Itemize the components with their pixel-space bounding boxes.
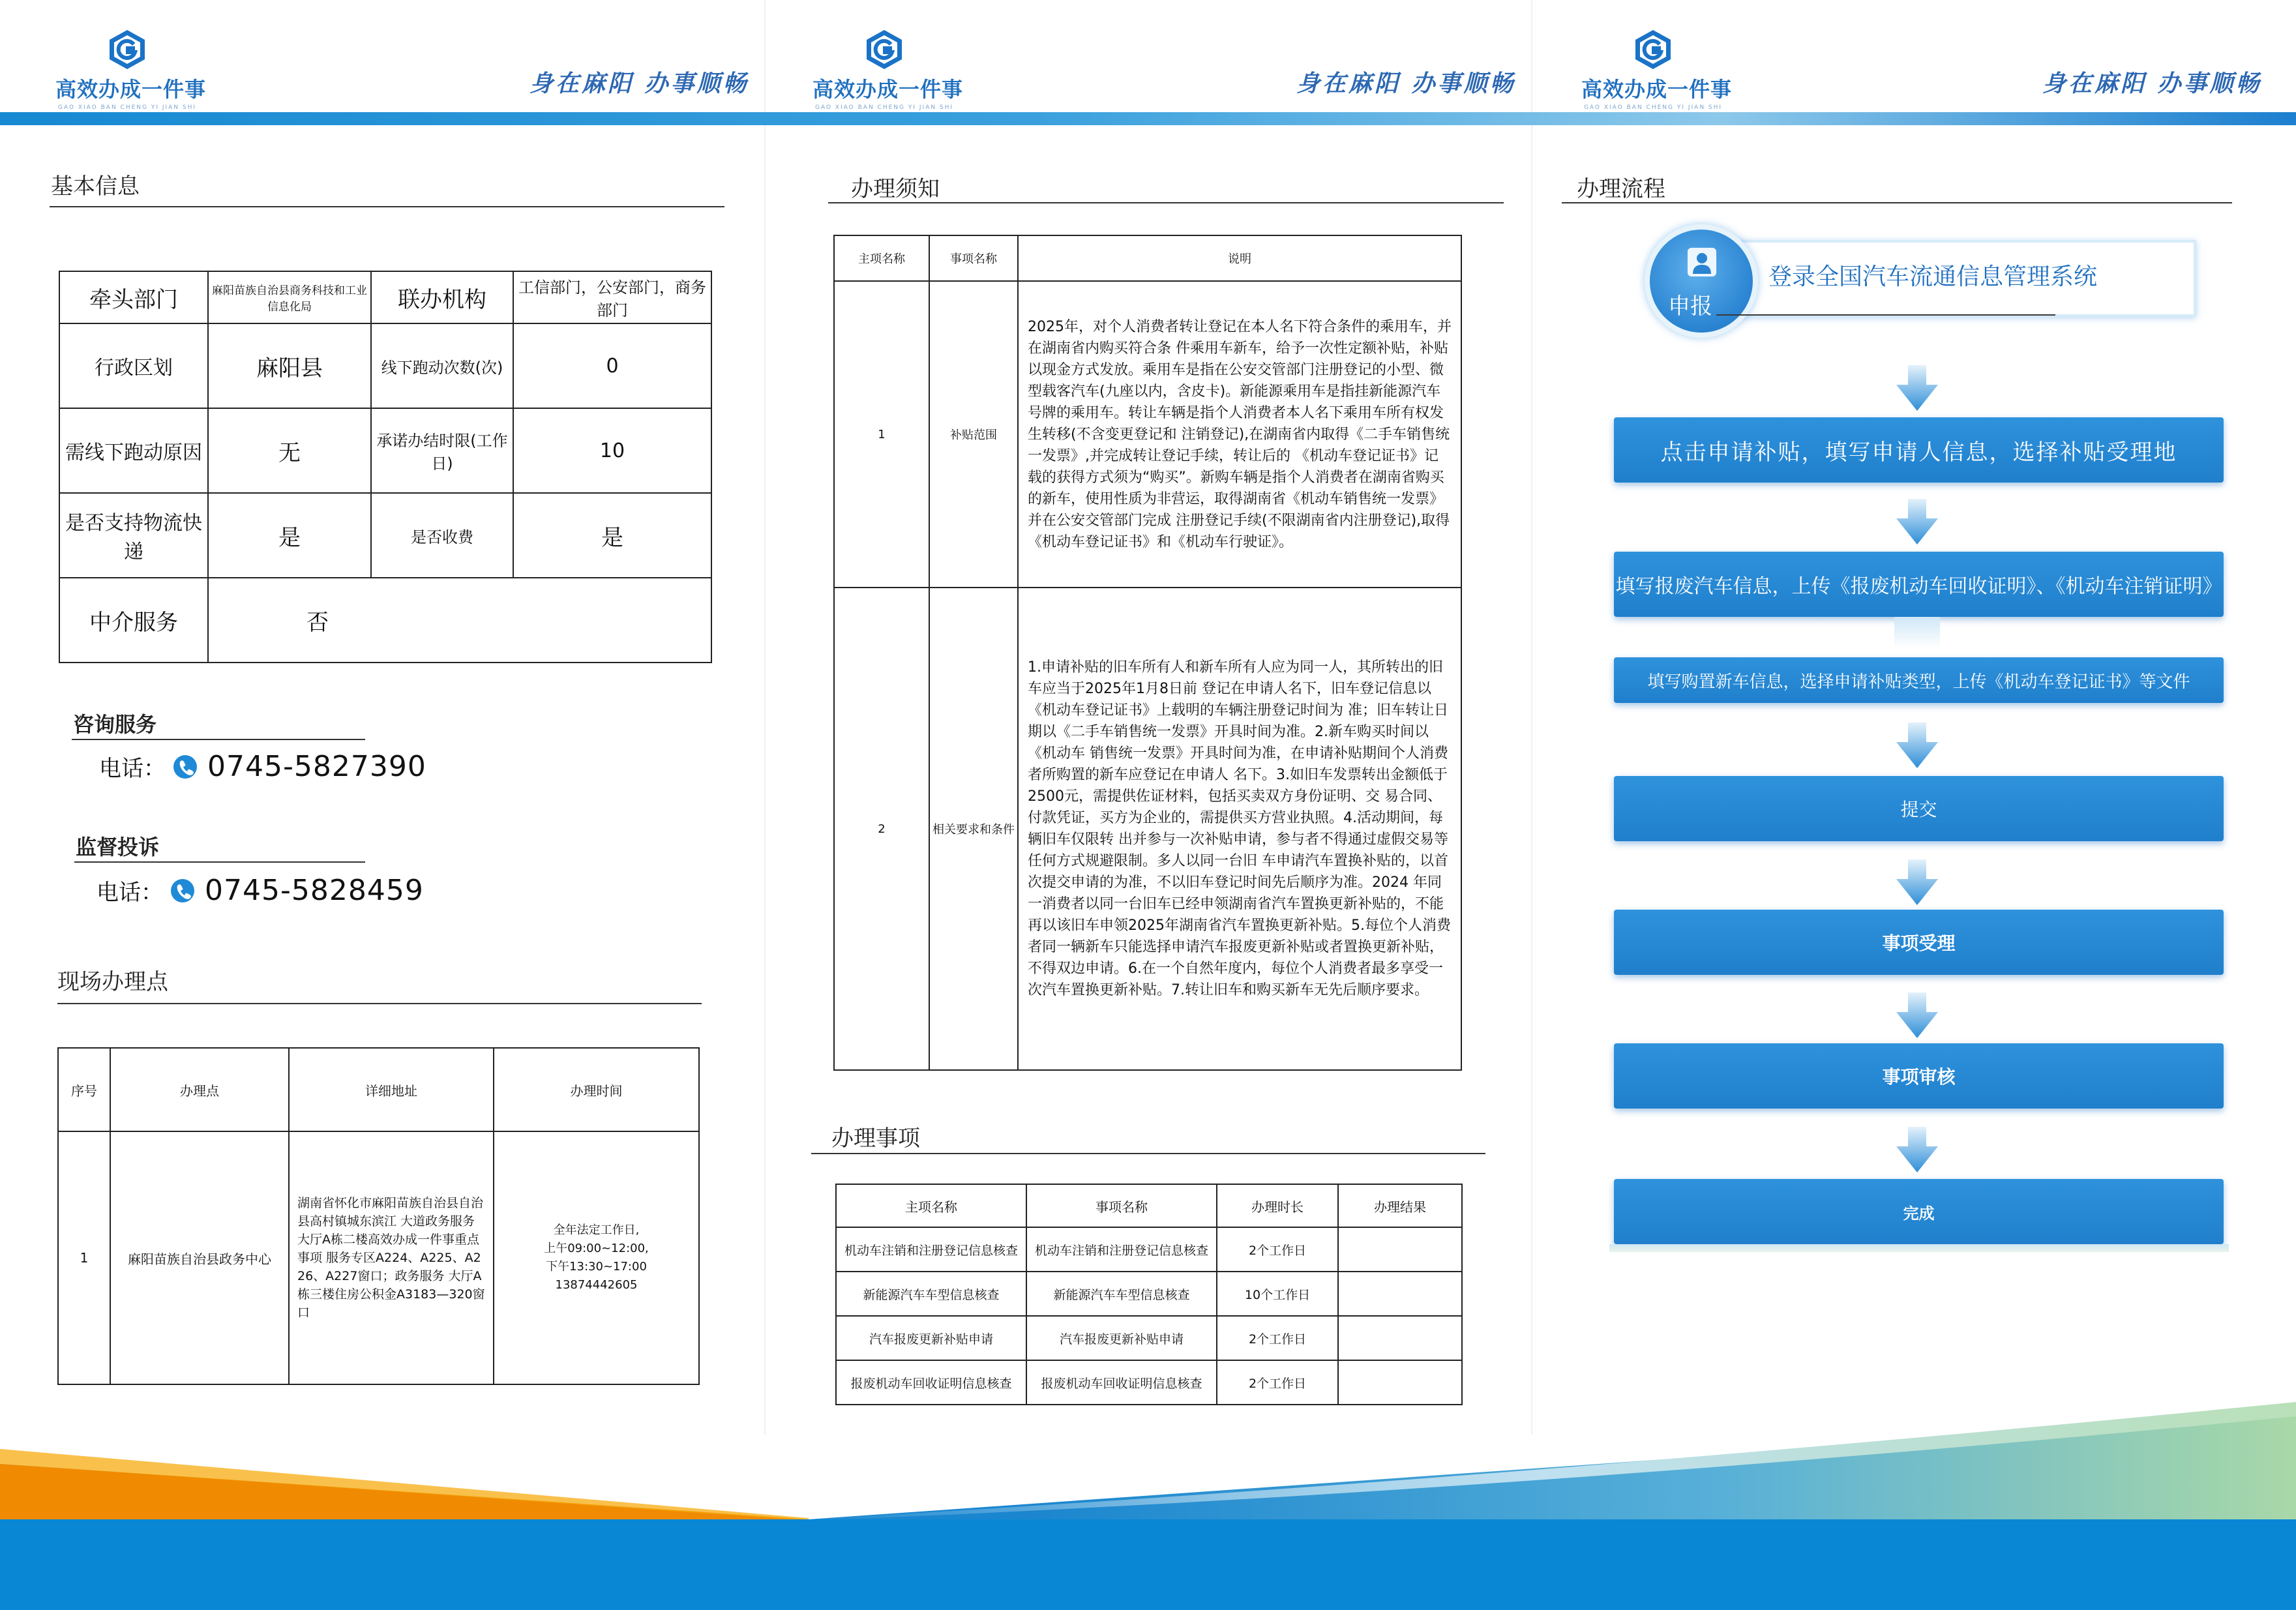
table-cell: 汽车报废更新补贴申请 <box>836 1316 1026 1360</box>
table-cell: 是否收费 <box>371 493 513 578</box>
table-cell: 是 <box>208 493 371 578</box>
table-row <box>836 1227 1462 1272</box>
site-title: 现场办理点 <box>57 969 168 995</box>
flow-step-review: 事项审核 <box>1614 1043 2224 1109</box>
table-cell <box>1338 1227 1462 1272</box>
phone-icon <box>170 878 196 904</box>
bottom-wave-decoration <box>0 1402 2296 1610</box>
table-cell: 2个工作日 <box>1217 1360 1338 1405</box>
logo-hex-icon <box>1632 29 1674 70</box>
title-underline <box>50 206 724 207</box>
arrow-down-icon <box>1895 859 1939 905</box>
logo-subtitle: GAO XIAO BAN CHENG YI JIAN SHI <box>1583 104 1723 111</box>
slogan: 身在麻阳 办事顺畅 <box>2042 70 2262 97</box>
supervise-contact <box>97 874 424 907</box>
title-underline <box>1562 202 2232 203</box>
site-table <box>57 1047 700 1385</box>
table-header: 办理时间 <box>494 1048 699 1131</box>
logo <box>1581 29 1733 111</box>
table-row <box>836 1272 1462 1316</box>
supervise-phone-number[interactable]: 0745-5828459 <box>205 874 424 907</box>
table-cell: 2个工作日 <box>1217 1227 1338 1272</box>
table-cell: 相关要求和条件 <box>929 588 1018 1070</box>
hours-line: 全年法定工作日, <box>553 1223 640 1237</box>
table-cell: 无 <box>208 408 371 493</box>
table-cell: 10个工作日 <box>1217 1272 1338 1316</box>
table-header: 主项名称 <box>834 235 929 281</box>
table-header-row <box>836 1184 1462 1227</box>
logo-name: 高效办成一件事 <box>1581 77 1733 102</box>
logo-hex-icon <box>106 29 148 70</box>
table-cell: 牵头部门 <box>59 271 208 323</box>
table-cell: 是 <box>513 493 711 578</box>
flow-step-accept: 事项受理 <box>1614 910 2224 975</box>
arrow-down-icon <box>1895 1127 1939 1172</box>
table-header: 主项名称 <box>836 1184 1026 1227</box>
table-cell: 麻阳县 <box>208 323 371 408</box>
flow-connector <box>1894 617 1940 648</box>
arrow-down-icon <box>1895 723 1939 768</box>
hours-phone: 13874442605 <box>555 1278 638 1292</box>
arrow-down-icon <box>1895 499 1939 544</box>
table-cell: 线下跑动次数(次) <box>371 323 513 408</box>
table-header: 序号 <box>58 1048 110 1131</box>
supervise-title: 监督投诉 <box>76 835 160 859</box>
hours-line: 下午13:30~17:00 <box>546 1260 647 1274</box>
table-cell: 中介服务 <box>59 578 208 663</box>
notice-title: 办理须知 <box>851 176 940 202</box>
table-cell: 0 <box>513 323 711 408</box>
table-cell: 是否支持物流快递 <box>59 493 208 578</box>
table-cell: 汽车报废更新补贴申请 <box>1026 1316 1217 1360</box>
table-row <box>836 1316 1462 1360</box>
table-cell: 新能源汽车车型信息核查 <box>836 1272 1026 1316</box>
table-cell: 麻阳苗族自治县政务中心 <box>110 1131 289 1384</box>
arrow-down-icon <box>1895 992 1939 1038</box>
table-row <box>834 281 1461 588</box>
basic-info-title: 基本信息 <box>51 173 140 200</box>
table-cell: 否 <box>208 578 711 663</box>
items-title: 办理事项 <box>831 1126 920 1152</box>
table-cell <box>1338 1360 1462 1405</box>
table-cell <box>1338 1272 1462 1316</box>
logo-subtitle: GAO XIAO BAN CHENG YI JIAN SHI <box>814 104 954 111</box>
phone-icon <box>172 754 198 780</box>
table-header: 办理点 <box>110 1048 289 1131</box>
title-underline <box>72 739 365 740</box>
flow-apply-badge <box>1645 224 1758 338</box>
table-row <box>58 1131 699 1384</box>
logo-hex-icon <box>863 29 905 70</box>
flow-title: 办理流程 <box>1577 176 1665 202</box>
table-row <box>59 493 711 578</box>
table-cell: 1 <box>834 281 929 588</box>
logo-name: 高效办成一件事 <box>55 77 207 102</box>
table-cell: 2 <box>834 588 929 1070</box>
table-header-row <box>834 235 1461 281</box>
slogan: 身在麻阳 办事顺畅 <box>1296 70 1516 97</box>
table-row <box>834 588 1461 1070</box>
table-cell: 10 <box>513 408 711 493</box>
title-underline <box>811 1153 1485 1154</box>
table-row <box>836 1360 1462 1405</box>
table-cell: 联办机构 <box>371 271 513 323</box>
panel-separator <box>1531 0 1532 1435</box>
flow-step-scrap-info: 填写报废汽车信息，上传《报废机动车回收证明》、《机动车注销证明》 <box>1614 552 2224 617</box>
table-cell: 行政区划 <box>59 323 208 408</box>
flow-bottom-strip <box>1609 1244 2229 1252</box>
table-cell: 湖南省怀化市麻阳苗族自治县自治县高村镇城东滨江 大道政务服务大厅A栋二楼高效办成一件事重点事项 服务专区A224、A225、A226、A227窗口；政务服务 大厅A栋三楼住房公积金A3183—320窗口 <box>289 1131 494 1384</box>
phone-label: 电话： <box>99 756 166 782</box>
notice-table <box>833 235 1462 1071</box>
table-row <box>59 408 711 493</box>
consult-title: 咨询服务 <box>73 712 157 737</box>
table-cell: 机动车注销和注册登记信息核查 <box>1026 1227 1217 1272</box>
table-cell <box>1338 1316 1462 1360</box>
table-cell: 2个工作日 <box>1217 1316 1338 1360</box>
user-icon <box>1688 248 1716 276</box>
logo <box>55 29 207 111</box>
arrow-down-icon <box>1895 365 1939 411</box>
phone-label: 电话： <box>97 880 163 906</box>
flow-first-step-underline <box>1716 314 2055 316</box>
table-cell: 1.申请补贴的旧车所有人和新车所有人应为同一人，其所转出的旧车应当于2025年1月8日前 登记在申请人名下，旧车登记信息以《机动车登记证书》上载明的车辆注册登记时间为 准；旧车转让日期以《二手车销售统一发票》开具时间为准。2.新车购买时间以《机动车 销售统一发票》开具时间为准，在申请补贴期间个人消费者所购置的新车应登记在申请人 名下。3.如旧车发票转出金额低于2500元，需提供佐证材料，包括买卖双方身份证明、交 易合同、付款凭证，买方为企业的，需提供买方营业执照。4.活动期间，每辆旧车仅限转 出并参与一次补贴申请，参与者不得通过虚假交易等任何方式规避限制。多人以同一台旧 车申请汽车置换补贴的，以首次提交申请的为准，不以旧车登记时间先后顺序为准。2024 年同一消费者以同一台旧车已经申领湖南省汽车置换更新补贴的，不能再以该旧车申领2025年湖南省汽车置换更新补贴。5.每位个人消费者同一辆新车只能选择申请汽车报废更新补贴或者置换更新补贴，不得双边申请。6.在一个自然年度内，每位个人消费者最多享受一次汽车置换更新补贴。7.转让旧车和购买新车无先后顺序要求。 <box>1018 588 1461 1070</box>
consult-contact <box>99 750 426 783</box>
table-cell: 需线下跑动原因 <box>59 408 208 493</box>
table-cell: 工信部门，公安部门，商务部门 <box>513 271 711 323</box>
table-cell: 机动车注销和注册登记信息核查 <box>836 1227 1026 1272</box>
table-cell: 承诺办结时限(工作日) <box>371 408 513 493</box>
logo-subtitle: GAO XIAO BAN CHENG YI JIAN SHI <box>57 104 197 111</box>
header-bar <box>0 112 2296 125</box>
table-cell: 麻阳苗族自治县商务科技和工业信息化局 <box>208 271 371 323</box>
table-row <box>59 323 711 408</box>
flow-step-apply-subsidy: 点击申请补贴，填写申请人信息，选择补贴受理地 <box>1614 417 2224 483</box>
table-header: 说明 <box>1018 235 1461 281</box>
table-cell: 补贴范围 <box>929 281 1018 588</box>
slogan: 身在麻阳 办事顺畅 <box>529 70 749 97</box>
table-cell: 新能源汽车车型信息核查 <box>1026 1272 1217 1316</box>
table-row <box>59 578 711 663</box>
flow-first-step-text: 登录全国汽车流通信息管理系统 <box>1768 263 2098 290</box>
table-header: 办理时长 <box>1217 1184 1338 1227</box>
table-cell: 2025年，对个人消费者转让登记在本人名下符合条件的乘用车，并在湖南省内购买符合条 件乘用车新车，给予一次性定额补贴，补贴以现金方式发放。乘用车是指在公安交管部门注册登记的小型、微型载客汽车(九座以内，含皮卡)。新能源乘用车是指挂新能源汽车 号牌的乘用车。转让车辆是指个人消费者本人名下乘用车所有权发生转移(不含变更登记和 注销登记),在湖南省内取得《二手车销售统一发票》,并完成转让登记手续，转让后的 《机动车登记证书》记载的获得方式须为“购买”。新购车辆是指个人消费者在湖南省购买 的新车，使用性质为非营运，取得湖南省《机动车销售统一发票》并在公安交管部门完成 注册登记手续(不限湖南省内注册登记),取得《机动车登记证书》和《机动车行驶证》。 <box>1018 281 1461 588</box>
table-row <box>59 271 711 323</box>
flow-step-new-car-info: 填写购置新车信息，选择申请补贴类型，上传《机动车登记证书》等文件 <box>1614 657 2224 703</box>
items-table <box>835 1184 1463 1405</box>
table-header-row <box>58 1048 699 1131</box>
title-underline <box>74 861 365 863</box>
table-cell <box>494 1131 699 1384</box>
consult-phone-number[interactable]: 0745-5827390 <box>207 750 426 783</box>
flow-step-submit: 提交 <box>1614 776 2224 841</box>
table-header: 详细地址 <box>289 1048 494 1131</box>
title-underline <box>57 1003 702 1004</box>
table-header: 办理结果 <box>1338 1184 1462 1227</box>
logo-name: 高效办成一件事 <box>813 77 964 102</box>
table-cell: 1 <box>58 1131 110 1384</box>
logo <box>813 29 964 111</box>
flow-step-complete: 完成 <box>1614 1179 2224 1244</box>
table-header: 事项名称 <box>1026 1184 1217 1227</box>
hours-line: 上午09:00~12:00, <box>544 1242 649 1255</box>
table-cell: 报废机动车回收证明信息核查 <box>836 1360 1026 1405</box>
panel-separator <box>764 0 766 1435</box>
title-underline <box>828 202 1504 203</box>
apply-label: 申报 <box>1668 293 1712 320</box>
basic-info-table <box>59 271 712 663</box>
table-cell: 报废机动车回收证明信息核查 <box>1026 1360 1217 1405</box>
table-header: 事项名称 <box>929 235 1018 281</box>
